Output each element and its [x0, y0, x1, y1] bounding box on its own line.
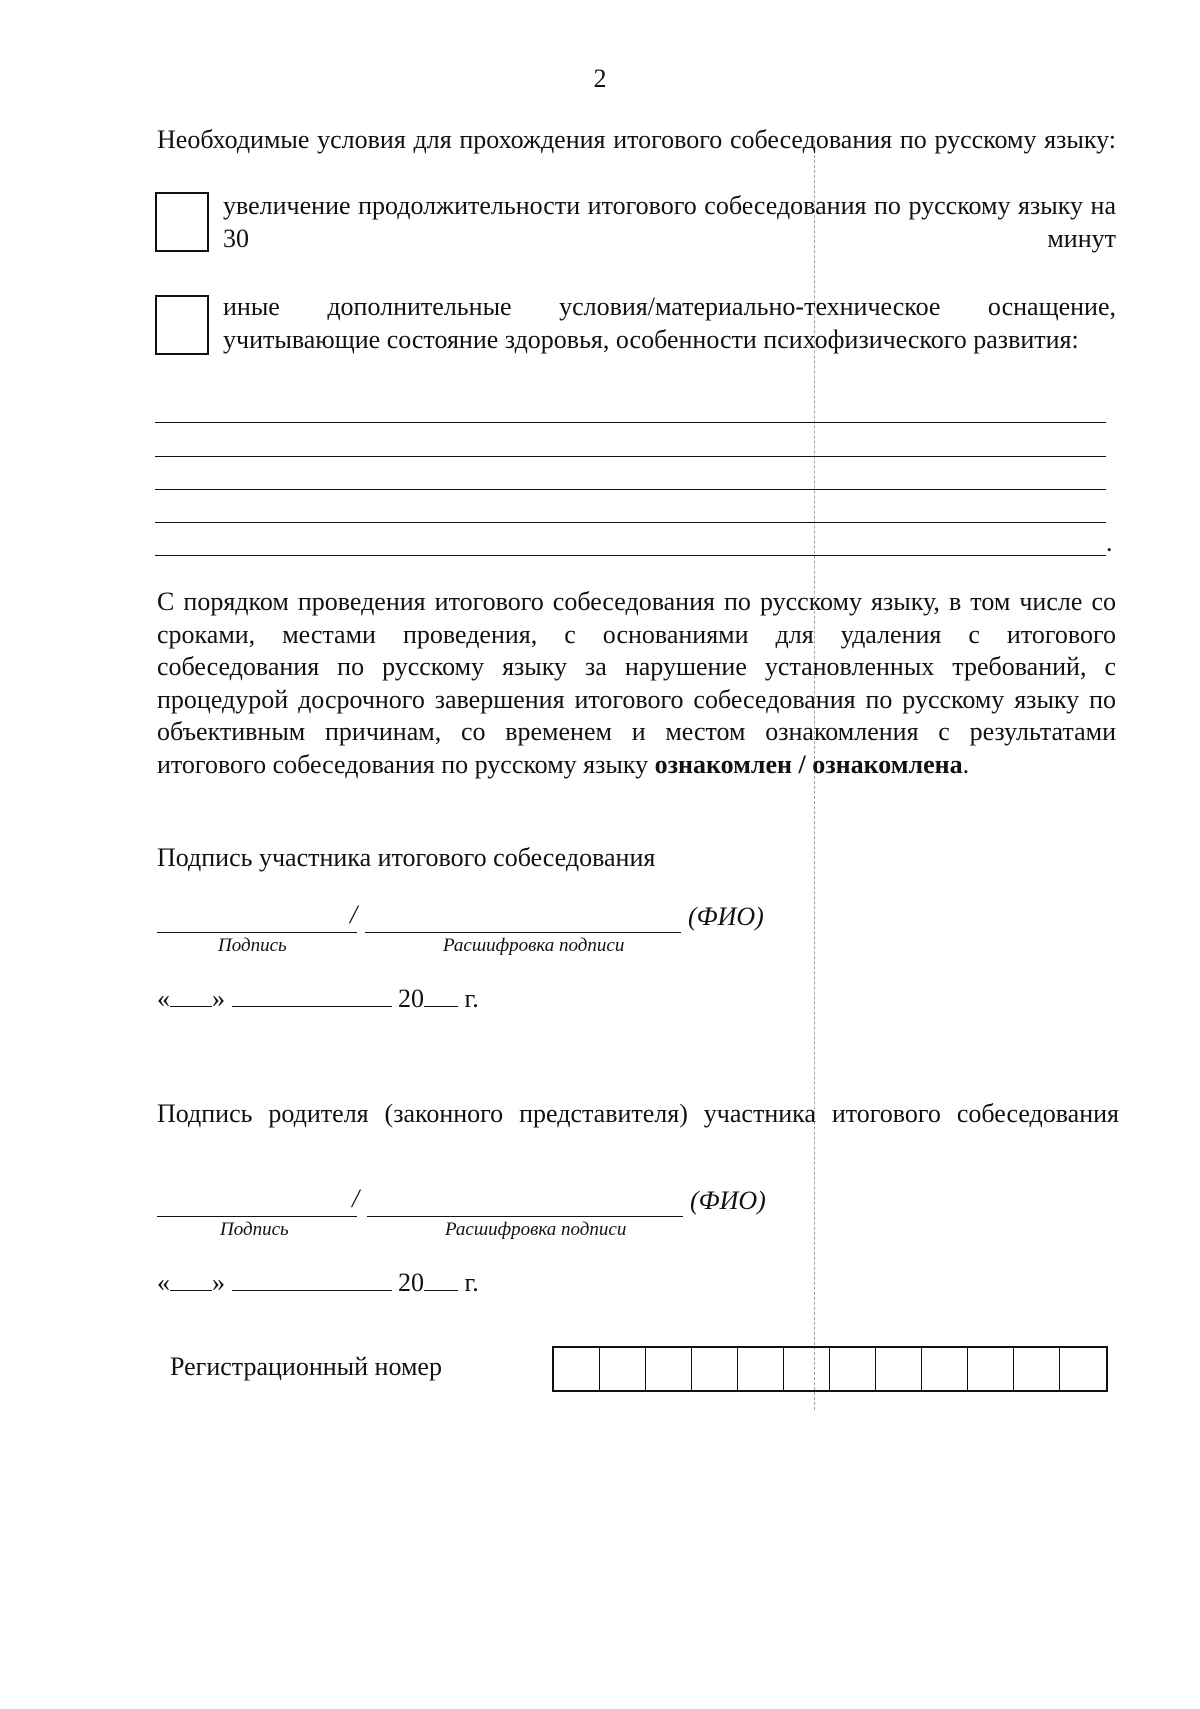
participant-month-blank[interactable] [232, 984, 392, 1007]
conditions-blank-line-4[interactable] [155, 522, 1106, 523]
acknowledgement-bold: ознакомлен / ознакомлена [654, 749, 963, 779]
conditions-blank-line-3[interactable] [155, 489, 1106, 490]
participant-day-blank[interactable] [170, 984, 212, 1007]
parent-month-blank[interactable] [232, 1268, 392, 1291]
registration-cell[interactable] [784, 1348, 830, 1390]
participant-signature-caption: Подпись [218, 935, 287, 956]
conditions-intro: Необходимые условия для прохождения итогового собеседования по русскому языку: [157, 125, 1116, 154]
registration-cell[interactable] [646, 1348, 692, 1390]
conditions-blank-line-1[interactable] [155, 422, 1106, 423]
participant-year-prefix: 20 [398, 984, 424, 1013]
other-conditions-checkbox[interactable] [155, 295, 209, 355]
participant-quote-open: « [157, 984, 170, 1013]
registration-number-grid [552, 1346, 1108, 1392]
parent-decoding-line[interactable] [367, 1216, 683, 1217]
participant-decoding-line[interactable] [365, 932, 681, 933]
participant-slash: / [350, 900, 358, 929]
registration-cell[interactable] [968, 1348, 1014, 1390]
participant-year-blank[interactable] [424, 984, 458, 1007]
participant-signature-line[interactable] [157, 932, 357, 933]
parent-decoding-caption: Расшифровка подписи [445, 1219, 627, 1240]
parent-year-prefix: 20 [398, 1268, 424, 1297]
registration-label: Регистрационный номер [170, 1352, 442, 1381]
acknowledgement-paragraph [157, 586, 1116, 781]
registration-cell[interactable] [692, 1348, 738, 1390]
parent-fio: (ФИО) [690, 1186, 766, 1215]
other-conditions-label [223, 291, 1116, 356]
conditions-end-period: . [1106, 528, 1113, 557]
page-number: 2 [593, 64, 607, 93]
participant-year-suffix: г. [464, 984, 479, 1013]
acknowledgement-end: . [962, 749, 970, 779]
parent-date-row [157, 1268, 479, 1298]
participant-fio: (ФИО) [688, 902, 764, 931]
registration-cell[interactable] [554, 1348, 600, 1390]
registration-cell[interactable] [1060, 1348, 1106, 1390]
acknowledgement-text: С порядком проведения итогового собеседования по русскому языку, в том числе со сроками, местами проведения, с основаниями для удаления с итогового собеседования по русскому языку за нарушение установленных требований, с процедурой досрочного завершения итогового собеседования по русскому языку по объективным причинам, со временем и местом ознакомления с результатами итогового собеседования по русскому языку [157, 587, 1116, 779]
extend-duration-checkbox[interactable] [155, 192, 209, 252]
parent-year-blank[interactable] [424, 1268, 458, 1291]
parent-year-suffix: г. [464, 1268, 479, 1297]
parent-signature-heading: Подпись родителя (законного представителя) участника итогового собеседования [157, 1099, 1119, 1128]
participant-quote-close: » [212, 984, 225, 1013]
participant-signature-heading: Подпись участника итогового собеседования [157, 843, 656, 872]
participant-decoding-caption: Расшифровка подписи [443, 935, 625, 956]
registration-cell[interactable] [876, 1348, 922, 1390]
participant-date-row [157, 984, 479, 1014]
parent-quote-open: « [157, 1268, 170, 1297]
conditions-blank-line-5[interactable] [155, 555, 1106, 556]
parent-day-blank[interactable] [170, 1268, 212, 1291]
registration-cell[interactable] [1014, 1348, 1060, 1390]
parent-slash: / [352, 1184, 360, 1213]
registration-cell[interactable] [738, 1348, 784, 1390]
parent-signature-line[interactable] [157, 1216, 357, 1217]
registration-cell[interactable] [600, 1348, 646, 1390]
registration-cell[interactable] [830, 1348, 876, 1390]
extend-duration-label: увеличение продолжительности итогового собеседования по русскому языку на 30 минут [223, 191, 1116, 253]
parent-quote-close: » [212, 1268, 225, 1297]
other-conditions-text: иные дополнительные условия/материально-техническое оснащение, учитывающие состояние здоровья, особенности психофизического развития: [223, 292, 1116, 354]
parent-signature-caption: Подпись [220, 1219, 289, 1240]
registration-cell[interactable] [922, 1348, 968, 1390]
conditions-blank-line-2[interactable] [155, 456, 1106, 457]
